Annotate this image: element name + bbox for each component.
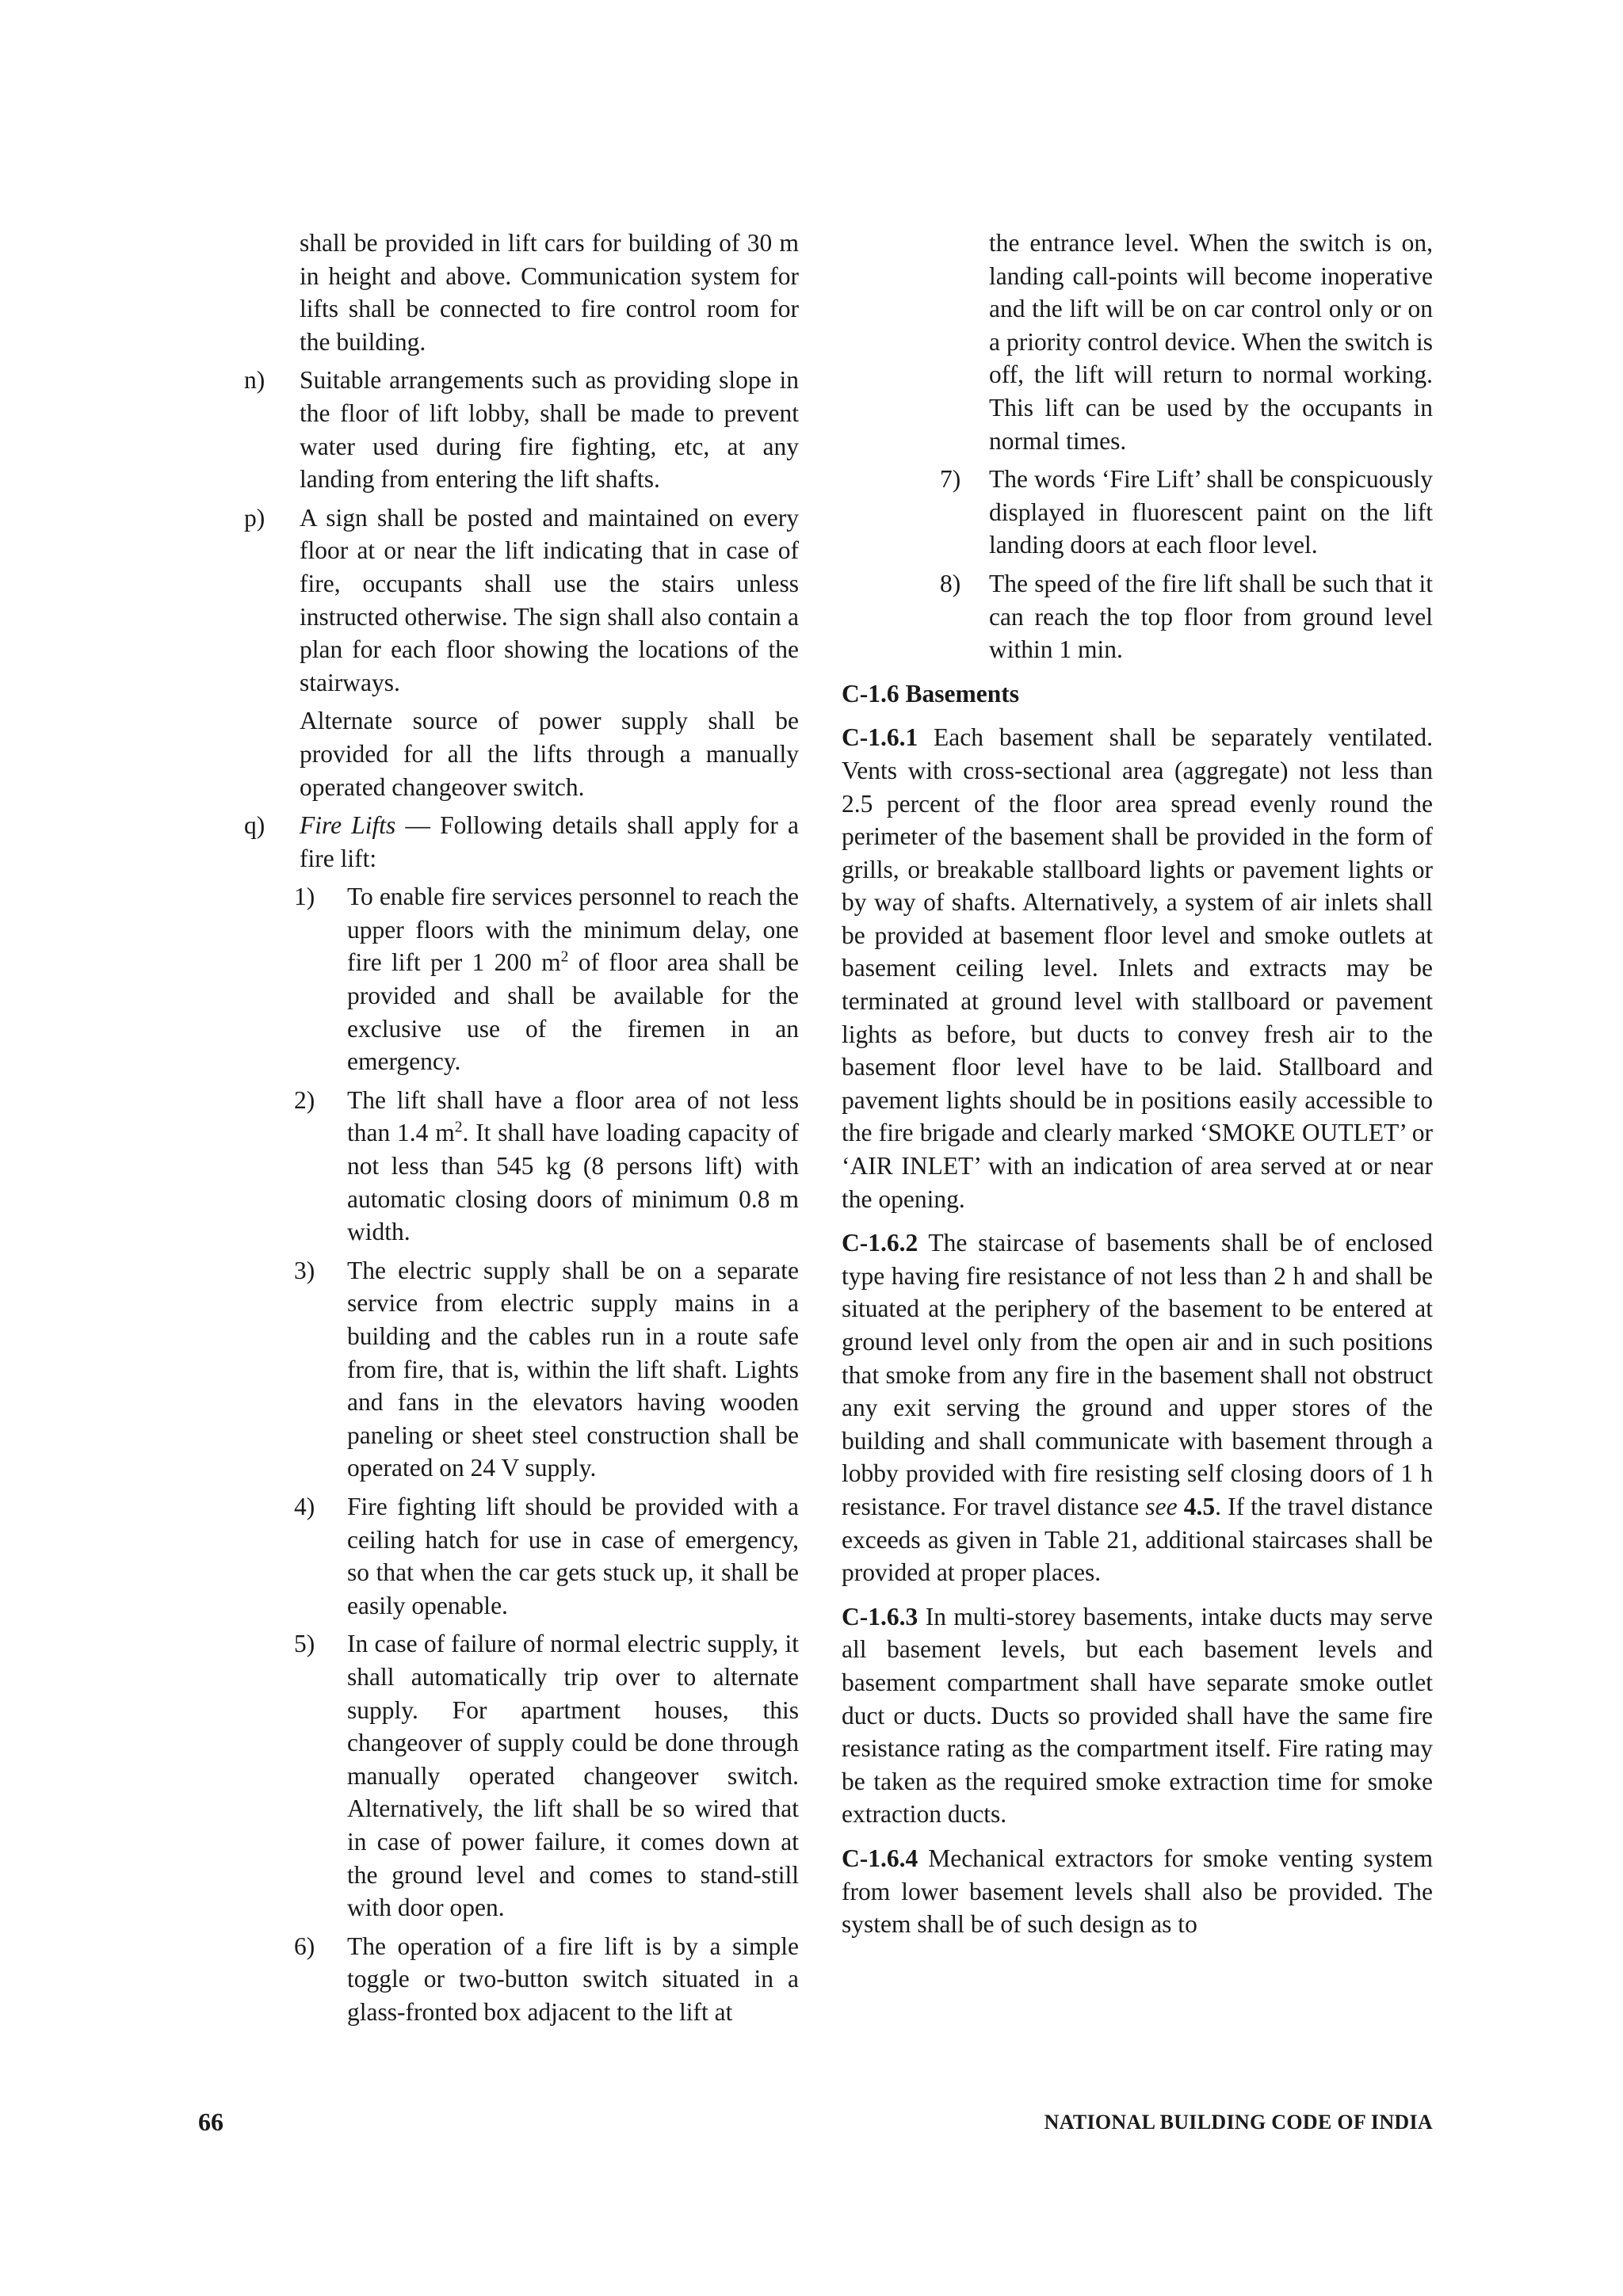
clause-number: C-1.6.4 — [842, 1844, 918, 1872]
item-text: The words ‘Fire Lift’ shall be conspicuously displayed in fluorescent paint on the lift landing doors at each floor level. — [989, 465, 1433, 559]
right-column — [842, 227, 1433, 1941]
clause-number: C-1.6.3 — [842, 1602, 918, 1630]
item-text: The electric supply shall be on a separate service from electric supply mains in a building and the cables run in a route safe from fire, that is, within the lift shaft. Lights and fans in the elevators having wooden paneling or sheet steel construction shall be operated on 24 V supply. — [347, 1256, 799, 1482]
page-footer — [198, 2107, 1433, 2139]
clause-text: Suitable arrangements such as providing slope in the floor of lift lobby, shall be made to prevent water used during fire fighting, etc, at any landing from entering the lift shafts. — [300, 366, 799, 494]
item-marker: 3) — [294, 1256, 315, 1284]
item-text-cont: . It shall have loading capacity of not less than 545 kg (8 persons lift) with automatic closing doors of minimum 0.8 m width. — [347, 1119, 799, 1246]
clause-c-1-6-4 — [842, 1842, 1433, 1941]
item-marker: 6) — [294, 1932, 315, 1960]
item-marker: 4) — [294, 1492, 315, 1520]
fire-lift-item-4 — [244, 1490, 799, 1622]
fire-lift-item-6 — [244, 1930, 799, 2029]
clause-text-cont: . If the travel distance exceeds as given in Table 21, additional staircases shall be provided at proper places. — [842, 1492, 1433, 1587]
item-marker: 7) — [940, 465, 961, 494]
item-text: The speed of the fire lift shall be such that it can reach the top floor from ground level within 1 min. — [989, 569, 1433, 664]
item-text: In case of failure of normal electric supply, it shall automatically trip over to alternate supply. For apartment houses, this changeover of supply could be done through manually operated changeover switch. Alternatively, the lift shall be so wired that in case of power failure, it comes down at the ground level and comes to stand-still with door open. — [347, 1630, 799, 1922]
clause-marker: p) — [244, 503, 265, 532]
clause-n — [244, 364, 799, 495]
see-reference-word: see — [1145, 1492, 1178, 1520]
clause-q — [244, 809, 799, 875]
cross-reference: 4.5 — [1183, 1492, 1216, 1520]
left-column — [244, 227, 799, 2028]
clause-p — [244, 502, 799, 700]
clause-c-1-6-2 — [842, 1226, 1433, 1589]
fire-lift-item-7 — [842, 463, 1433, 562]
item-text: Fire fighting lift should be provided with a ceiling hatch for use in case of emergency, so that when the car gets stuck up, it shall be easily openable. — [347, 1492, 799, 1619]
clause-c-1-6-3 — [842, 1600, 1433, 1831]
clause-text: — Following details shall apply for a fire lift: — [300, 811, 799, 872]
continued-paragraph: shall be provided in lift cars for building of 30 m in height and above. Communication system for lifts shall be connected to fire control room for the building. — [300, 229, 799, 356]
item-marker: 1) — [294, 883, 315, 911]
clause-title: Fire Lifts — [300, 811, 396, 840]
item-text: The lift shall have a floor area of not less than 1.4 m — [347, 1085, 799, 1147]
item-marker: 5) — [294, 1630, 315, 1658]
superscript: 2 — [454, 1119, 463, 1136]
superscript: 2 — [560, 948, 569, 966]
page-number: 66 — [198, 2107, 223, 2136]
clause-text: Mechanical extractors for smoke venting system from lower basement levels shall also be provided. The system shall be of such design as to — [842, 1844, 1433, 1939]
item-text: To enable fire services personnel to reach the upper floors with the minimum delay, one fire lift per 1 200 m — [347, 883, 799, 977]
fire-lift-item-2 — [244, 1084, 799, 1249]
clause-marker: q) — [244, 811, 265, 840]
fire-lift-item-3 — [244, 1254, 799, 1485]
clause-text: In multi-storey basements, intake ducts may serve all basement levels, but each basement levels and basement compartment shall have separate smoke outlet duct or ducts. Ducts so provided shall have the same fire resistance rating as the compartment itself. Fire rating may be taken as the required smoke extraction time for smoke extraction ducts. — [842, 1602, 1433, 1829]
running-title: NATIONAL BUILDING CODE OF INDIA — [1044, 2111, 1433, 2134]
clause-text: The staircase of basements shall be of enclosed type having fire resistance of not less than 2 h and shall be situated at the periphery of the basement to be entered at ground level only from the open air and in such positions that smoke from any fire in the basement shall not obstruct any exit serving the ground and upper stores of the building and shall communicate with basement through a lobby provided with fire resisting self closing doors of 1 h resistance. For travel distance — [842, 1229, 1433, 1520]
item-text: The operation of a fire lift is by a simple toggle or two-button switch situated in a glass-fronted box adjacent to the lift at — [347, 1932, 799, 2026]
fire-lift-item-5 — [244, 1627, 799, 1924]
item-text-cont: of floor area shall be provided and shall be available for the exclusive use of the firemen in an emergency. — [347, 948, 799, 1076]
fire-lift-item-1 — [244, 880, 799, 1078]
item-marker: 2) — [294, 1085, 315, 1114]
clause-number: C-1.6.2 — [842, 1229, 918, 1257]
fire-lift-item-8 — [842, 567, 1433, 666]
section-heading-basements: C-1.6 Basements — [842, 679, 1019, 707]
clause-text: Each basement shall be separately ventilated. Vents with cross-sectional area (aggregate) not less than 2.5 percent of the floor area spread evenly round the perimeter of the basement shall be provided in the form of grills, or breakable stallboard lights or pavement lights or by way of shafts. Alternatively, a system of air inlets shall be provided at basement floor level and smoke outlets at basement ceiling level. Inlets and extracts may be terminated at ground level with stallboard or pavement lights as before, but ducts to convey fresh air to the basement floor level have to be laid. Stallboard and pavement lights should be in positions easily accessible to the fire brigade and clearly marked ‘SMOKE OUTLET’ or ‘AIR INLET’ with an indication of area served at or near the opening. — [842, 723, 1433, 1213]
clause-text: A sign shall be posted and maintained on every floor at or near the lift indicating that in case of fire, occupants shall use the stairs unless instructed otherwise. The sign shall also contain a plan for each floor showing the locations of the stairways. — [300, 503, 799, 696]
clause-marker: n) — [244, 366, 265, 395]
item-6-continued: the entrance level. When the switch is on, landing call-points will become inoperative and the lift will be on car control only or on a priority control device. When the switch is off, the lift will return to normal working. This lift can be used by the occupants in normal times. — [989, 229, 1433, 455]
clause-number: C-1.6.1 — [842, 723, 918, 752]
clause-c-1-6-1 — [842, 721, 1433, 1215]
clause-p-alternate-power: Alternate source of power supply shall be provided for all the lifts through a manually operated changeover switch. — [300, 707, 799, 801]
item-marker: 8) — [940, 569, 961, 597]
